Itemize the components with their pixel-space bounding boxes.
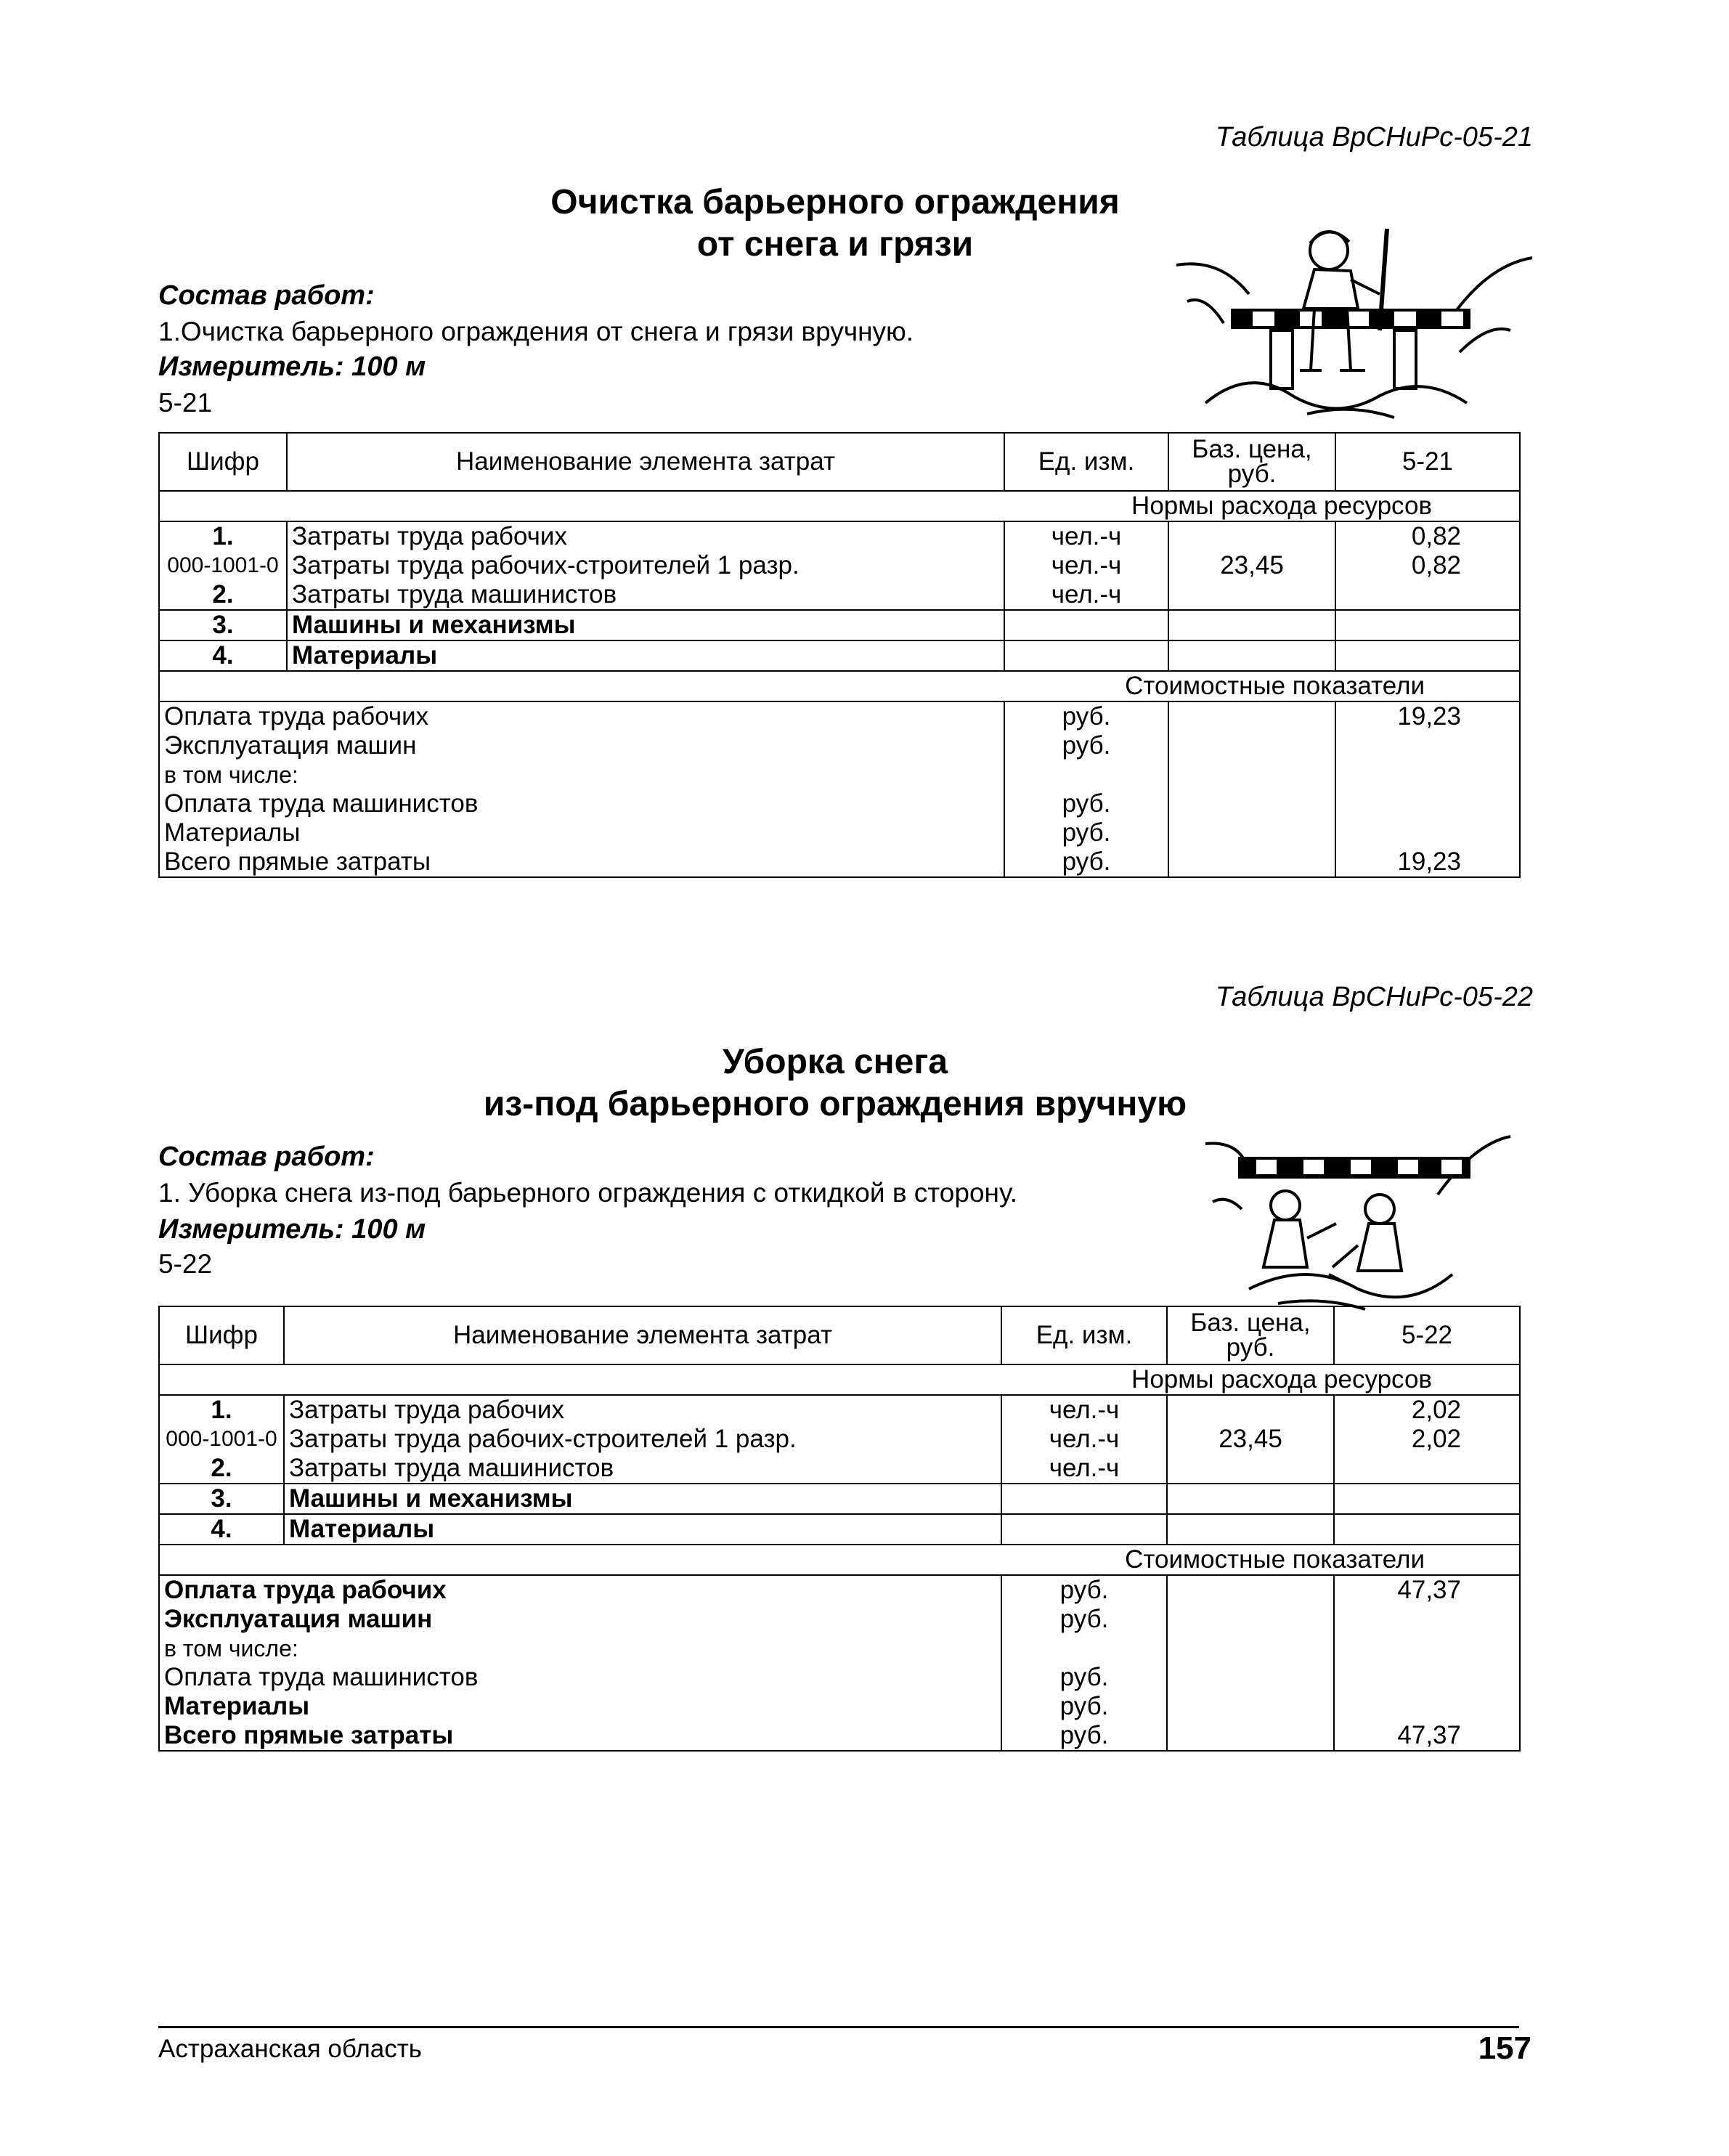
cost-value [1334,1663,1520,1692]
cost-row [159,1575,1520,1605]
row-value: 2,02 [1334,1395,1520,1425]
header-price-line-1: Баз. цена, [1190,1309,1311,1337]
cost-section-row [159,671,1520,701]
title-line-2: из-под барьерного ограждения вручную [483,1085,1187,1123]
footer-region: Астраханская область [158,2035,423,2063]
table-row [159,1514,1520,1545]
cost-row [159,1692,1520,1721]
norms-table [158,432,1521,878]
title-line-1: Уборка снега [722,1043,948,1081]
cost-name: Оплата труда рабочих [159,701,1004,731]
row-name: Затраты труда рабочих [284,1395,1001,1425]
row-unit [1001,1514,1167,1545]
cost-unit: руб. [1001,1575,1167,1605]
header-price [1168,433,1335,491]
row-name: Затраты труда рабочих-строителей 1 разр. [287,551,1004,580]
cost-row [159,1605,1520,1634]
cost-unit: руб. [1001,1663,1167,1692]
table-row [159,1425,1520,1454]
cost-empty-cell [1167,1575,1334,1605]
workers-under-barrier-illustration [1198,1129,1518,1311]
row-cipher: 3. [159,610,287,640]
row-unit: чел.-ч [1004,521,1168,551]
row-value: 0,82 [1335,551,1520,580]
cost-empty-cell [1168,847,1335,877]
row-price [1167,1514,1334,1545]
row-value [1334,1514,1520,1545]
cost-row [159,789,1520,818]
cost-name: Оплата труда рабочих [159,1575,1001,1605]
cost-value [1334,1634,1520,1663]
section-title [407,1041,1264,1126]
cost-empty-cell [1168,818,1335,847]
cost-row [159,847,1520,877]
norms-section-title: Нормы расхода ресурсов [159,1364,1520,1395]
row-value [1335,640,1520,671]
row-name: Материалы [287,640,1004,671]
cost-unit: руб. [1004,701,1168,731]
cost-unit: руб. [1001,1692,1167,1721]
cost-value: 47,37 [1334,1575,1520,1605]
page-number: 157 [1478,2030,1531,2066]
cost-unit: руб. [1004,847,1168,877]
cost-empty-cell [1167,1634,1334,1663]
header-cipher: Шифр [159,1306,284,1364]
row-cipher: 1. [159,521,287,551]
cost-row [159,818,1520,847]
row-unit: чел.-ч [1004,580,1168,610]
cost-name: Материалы [159,818,1004,847]
table-row [159,1454,1520,1484]
cost-row [159,760,1520,789]
row-price [1168,521,1335,551]
cost-section-title: Стоимостные показатели [159,1545,1520,1575]
cost-unit: руб. [1004,731,1168,760]
cost-value [1334,1605,1520,1634]
header-unit: Ед. изм. [1004,433,1168,491]
cost-unit: руб. [1001,1721,1167,1751]
cost-unit: руб. [1001,1605,1167,1634]
row-name: Затраты труда рабочих [287,521,1004,551]
section-title [479,182,1191,266]
row-name: Затраты труда рабочих-строителей 1 разр. [284,1425,1001,1454]
row-price [1168,580,1335,610]
norms-section-title: Нормы расхода ресурсов [159,491,1520,521]
row-unit: чел.-ч [1004,551,1168,580]
cost-value: 19,23 [1335,701,1520,731]
title-line-2: от снега и грязи [696,225,974,264]
cost-empty-cell [1168,731,1335,760]
cost-empty-cell [1168,789,1335,818]
cost-empty-cell [1168,760,1335,789]
row-value [1335,580,1520,610]
norms-section-row [159,491,1520,521]
row-price [1168,610,1335,640]
row-price [1167,1395,1334,1425]
meter-label: Измеритель: 100 м [158,351,426,382]
table-id: Таблица ВрСНиРс-05-21 [1215,122,1533,152]
composition-label: Состав работ: [158,280,375,311]
row-price: 23,45 [1167,1425,1334,1454]
row-price [1167,1454,1334,1484]
cost-unit [1004,760,1168,789]
cost-name: Всего прямые затраты [159,847,1004,877]
table-row [159,551,1520,580]
row-name: Затраты труда машинистов [287,580,1004,610]
table-row [159,640,1520,671]
table-header-row [159,433,1520,491]
cost-empty-cell [1167,1692,1334,1721]
cost-row [159,1721,1520,1751]
norms-section-row [159,1364,1520,1395]
cost-name: Эксплуатация машин [159,1605,1001,1634]
cost-name: Эксплуатация машин [159,731,1004,760]
table-id: Таблица ВрСНиРс-05-22 [1215,982,1533,1012]
header-name: Наименование элемента затрат [287,433,1004,491]
header-unit: Ед. изм. [1001,1306,1167,1364]
cost-row [159,731,1520,760]
row-price: 23,45 [1168,551,1335,580]
cost-value: 47,37 [1334,1721,1520,1751]
header-price [1167,1306,1334,1364]
cost-name: в том числе: [159,760,1004,789]
header-name: Наименование элемента затрат [284,1306,1001,1364]
row-cipher: 3. [159,1484,284,1514]
cost-unit: руб. [1004,818,1168,847]
row-cipher: 000-1001-0 [159,551,287,580]
row-value [1334,1484,1520,1514]
row-cipher: 4. [159,1514,284,1545]
cost-empty-cell [1167,1605,1334,1634]
cost-row [159,1663,1520,1692]
row-unit [1004,610,1168,640]
table-row [159,610,1520,640]
row-value [1335,610,1520,640]
cost-name: Всего прямые затраты [159,1721,1001,1751]
composition-text: 1.Очистка барьерного ограждения от снега и грязи вручную. [158,317,914,346]
section-code: 5-22 [158,1249,213,1279]
norms-table [158,1306,1521,1752]
row-unit: чел.-ч [1001,1454,1167,1484]
worker-cleaning-barrier-illustration [1162,214,1539,425]
footer-divider [158,2026,1519,2028]
row-value [1334,1454,1520,1484]
row-cipher: 4. [159,640,287,671]
cost-row [159,701,1520,731]
cost-section-title: Стоимостные показатели [159,671,1520,701]
header-code: 5-22 [1334,1306,1520,1364]
cost-unit: руб. [1004,789,1168,818]
cost-name: Оплата труда машинистов [159,789,1004,818]
header-price-line-2: руб. [1227,460,1277,488]
cost-value [1335,731,1520,760]
cost-unit [1001,1634,1167,1663]
row-name: Машины и механизмы [284,1484,1001,1514]
row-unit [1004,640,1168,671]
cost-value: 19,23 [1335,847,1520,877]
cost-name: Материалы [159,1692,1001,1721]
table-row [159,1395,1520,1425]
row-value: 2,02 [1334,1425,1520,1454]
header-cipher: Шифр [159,433,287,491]
composition-text: 1. Уборка снега из-под барьерного ограждения с откидкой в сторону. [158,1178,1018,1208]
cost-section-row [159,1545,1520,1575]
row-unit: чел.-ч [1001,1395,1167,1425]
cost-value [1335,760,1520,789]
title-line-1: Очистка барьерного ограждения [550,183,1120,221]
header-price-line-1: Баз. цена, [1192,435,1312,463]
cost-row [159,1634,1520,1663]
composition-label: Состав работ: [158,1142,375,1172]
section-code: 5-21 [158,388,213,418]
table-row [159,580,1520,610]
row-unit [1001,1484,1167,1514]
row-name: Машины и механизмы [287,610,1004,640]
row-value: 0,82 [1335,521,1520,551]
row-name: Затраты труда машинистов [284,1454,1001,1484]
table-header-row [159,1306,1520,1364]
cost-empty-cell [1168,701,1335,731]
row-price [1168,640,1335,671]
row-cipher: 1. [159,1395,284,1425]
cost-empty-cell [1167,1721,1334,1751]
cost-value [1335,818,1520,847]
header-price-line-2: руб. [1226,1333,1275,1362]
meter-label: Измеритель: 100 м [158,1214,426,1245]
row-cipher: 2. [159,580,287,610]
table-row [159,521,1520,551]
cost-name: Оплата труда машинистов [159,1663,1001,1692]
row-price [1167,1484,1334,1514]
table-row [159,1484,1520,1514]
row-cipher: 000-1001-0 [159,1425,284,1454]
row-cipher: 2. [159,1454,284,1484]
cost-value [1334,1692,1520,1721]
cost-empty-cell [1167,1663,1334,1692]
row-unit: чел.-ч [1001,1425,1167,1454]
cost-value [1335,789,1520,818]
header-code: 5-21 [1335,433,1520,491]
row-name: Материалы [284,1514,1001,1545]
cost-name: в том числе: [159,1634,1001,1663]
